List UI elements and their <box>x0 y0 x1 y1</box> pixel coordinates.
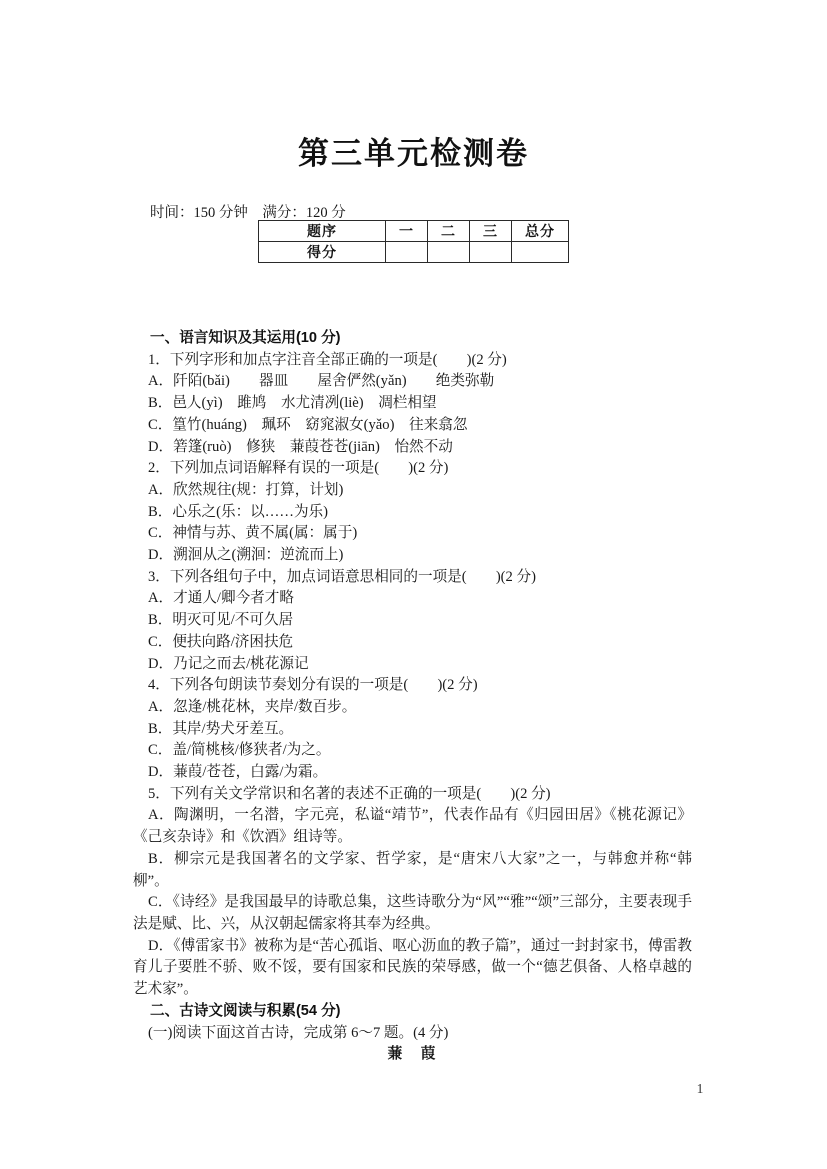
question2-option-a: A．欣然规往(规：打算，计划) <box>148 481 344 498</box>
question3-option-d: D．乃记之而去/桃花源记 <box>148 655 309 672</box>
score-cell-empty <box>386 242 428 263</box>
score-cell-empty <box>470 242 512 263</box>
question1-option-c: C．篁竹(huáng) 珮环 窈窕淑女(yǎo) 往来翕忽 <box>148 416 468 433</box>
question3-option-a: A．才通人/卿今者才略 <box>148 590 294 607</box>
question3-option-b: B．明灭可见/不可久居 <box>148 612 294 629</box>
question3-option-c: C．便扶向路/济困扶危 <box>148 633 294 650</box>
score-table-score-row <box>259 242 569 263</box>
question1-option-d: D．箬篷(ruò) 修狭 蒹葭苍苍(jiān) 怡然不动 <box>148 438 453 455</box>
question5-option-d: D．《傅雷家书》被称为是“苦心孤诣、呕心沥血的教子篇”，通过一封封家书，傅雷教育儿子要胜不骄、败不馁，要有国家和民族的荣辱感，做一个“德艺俱备、人格卓越的艺术家”。 <box>133 937 692 998</box>
score-table-header-total: 总分 <box>512 221 569 242</box>
score-cell-empty <box>512 242 569 263</box>
section2-intro: (一)阅读下面这首古诗，完成第 6～7 题。(4 分) <box>148 1024 449 1041</box>
page-number: 1 <box>696 1081 704 1096</box>
score-cell-empty <box>428 242 470 263</box>
score-table <box>258 220 569 263</box>
page-title: 第三单元检测卷 <box>298 136 529 171</box>
question5-option-c: C．《诗经》是我国最早的诗歌总集，这些诗歌分为“风”“雅”“颂”三部分，主要表现手法是赋、比、兴，从汉朝起儒家将其奉为经典。 <box>133 894 692 932</box>
question5-stem: 5．下列有关文学常识和名著的表述不正确的一项是( )(2 分) <box>148 785 551 802</box>
score-table-header-section-2: 二 <box>428 221 470 242</box>
question1-option-a: A．阡陌(bǎi) 器皿 屋舍俨然(yǎn) 绝类弥勒 <box>148 373 495 390</box>
question2-option-d: D．溯洄从之(溯洄：逆流而上) <box>148 547 344 564</box>
exam-body <box>133 328 692 1066</box>
question1-stem: 1．下列字形和加点字注音全部正确的一项是( )(2 分) <box>148 351 507 368</box>
question5-option-a: A．陶渊明，一名潜，字元亮，私谥“靖节”，代表作品有《归园田居》《桃花源记》《己亥杂诗》和《饮酒》组诗等。 <box>133 807 692 846</box>
question1-option-b: B．邑人(yì) 雎鸠 水尤清冽(liè) 凋栏相望 <box>148 395 437 412</box>
score-row-label: 得分 <box>259 242 386 263</box>
exam-meta-line: 时间：150 分钟 满分：120 分 <box>150 205 346 221</box>
question3-stem: 3．下列各组句子中，加点词语意思相同的一项是( )(2 分) <box>148 568 536 585</box>
poem-title: 蒹 葭 <box>387 1046 438 1063</box>
score-table-header-label: 题序 <box>259 221 386 242</box>
question5-option-b: B．柳宗元是我国著名的文学家、哲学家，是“唐宋八大家”之一，与韩愈并称“韩柳”。 <box>133 850 692 889</box>
question4-option-b: B．其岸/势犬牙差互。 <box>148 720 294 737</box>
question4-stem: 4．下列各句朗读节奏划分有误的一项是( )(2 分) <box>148 677 478 694</box>
question2-stem: 2．下列加点词语解释有误的一项是( )(2 分) <box>148 460 449 477</box>
section2-heading: 二、古诗文阅读与积累(54 分) <box>150 1002 341 1019</box>
question2-option-b: B．心乐之(乐：以……为乐) <box>148 503 328 520</box>
question4-option-c: C．盖/简桃核/修狭者/为之。 <box>148 742 331 759</box>
question4-option-a: A．忽逢/桃花林，夹岸/数百步。 <box>148 698 357 715</box>
question4-option-d: D．蒹葭/苍苍，白露/为霜。 <box>148 764 328 781</box>
question2-option-c: C．神情与苏、黄不属(属：属于) <box>148 525 358 542</box>
score-table-header-section-3: 三 <box>470 221 512 242</box>
score-table-header-row <box>259 221 569 242</box>
section1-heading: 一、语言知识及其运用(10 分) <box>150 330 341 346</box>
score-table-header-section-1: 一 <box>386 221 428 242</box>
